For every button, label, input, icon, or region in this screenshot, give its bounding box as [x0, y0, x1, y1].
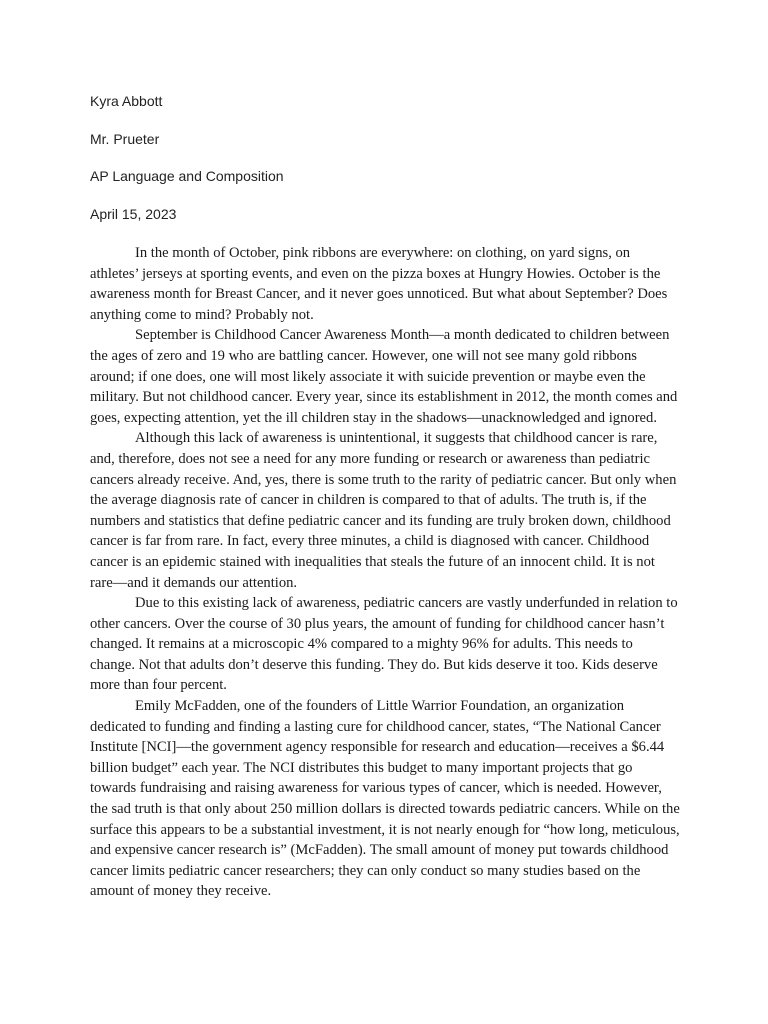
paragraph: Although this lack of awareness is unintentional, it suggests that childhood cancer is rare, and, therefore, does not see a need for any more funding or research or awareness than pediatric cancers already receive. And, yes, there is some truth to the rarity of pediatric cancer. But only when the average diagnosis rate of cancer in children is compared to that of adults. The truth is, if the numbers and statistics that define pediatric cancer and its funding are truly broken down, childhood cancer is far from rare. In fact, every three minutes, a child is diagnosed with cancer. Childhood cancer is an epidemic stained with inequalities that steals the future of an innocent child. It is not rare—and it demands our attention. — [90, 430, 677, 591]
essay-date: April 15, 2023 — [90, 205, 177, 222]
paragraph: Due to this existing lack of awareness, pediatric cancers are vastly underfunded in relation to other cancers. Over the course of 30 plus years, the amount of funding for childhood cancer hasn’t changed. It remains at a microscopic 4% compared to a mighty 96% for adults. This needs to change. Not that adults don’t deserve this funding. They do. But kids deserve it too. Kids deserve more than four percent. — [90, 595, 678, 694]
course-name: AP Language and Composition — [90, 168, 284, 184]
teacher-name: Mr. Prueter — [90, 130, 160, 147]
paragraph: September is Childhood Cancer Awareness Month—a month dedicated to children between the ages of zero and 19 who are battling cancer. However, one will not see many gold ribbons around; if one does, one will most likely associate it with suicide prevention or maybe even the military. But not childhood cancer. Every year, since its establishment in 2012, the month comes and goes, expecting attention, yet the ill children stay in the shadows—unacknowledged and ignored. — [90, 327, 678, 426]
essay-heading — [90, 92, 690, 242]
essay-body — [90, 243, 680, 902]
paragraph: In the month of October, pink ribbons are everywhere: on clothing, on yard signs, on athletes’ jerseys at sporting events, and even on the pizza boxes at Hungry Howies. October is the awareness month for Breast Cancer, and it never goes unnoticed. But what about September? Does anything come to mind? Probably not. — [90, 245, 668, 323]
author-name: Kyra Abbott — [90, 93, 163, 109]
paragraph: Emily McFadden, one of the founders of Little Warrior Foundation, an organization dedicated to funding and finding a lasting cure for childhood cancer, states, “The National Cancer Institute [NCI]—the government agency responsible for research and education—receives a $6.44 billion budget” each year. The NCI distributes this budget to many important projects that go towards fundraising and raising awareness for various types of cancer, which is needed. However, the sad truth is that only about 250 million dollars is directed towards pediatric cancers. While on the surface this appears to be a substantial investment, it is not nearly enough for “how long, meticulous, and expensive cancer research is” (McFadden). The small amount of money put towards childhood cancer limits pediatric cancer researchers; they can only conduct so many studies based on the amount of money they receive. — [90, 698, 680, 900]
